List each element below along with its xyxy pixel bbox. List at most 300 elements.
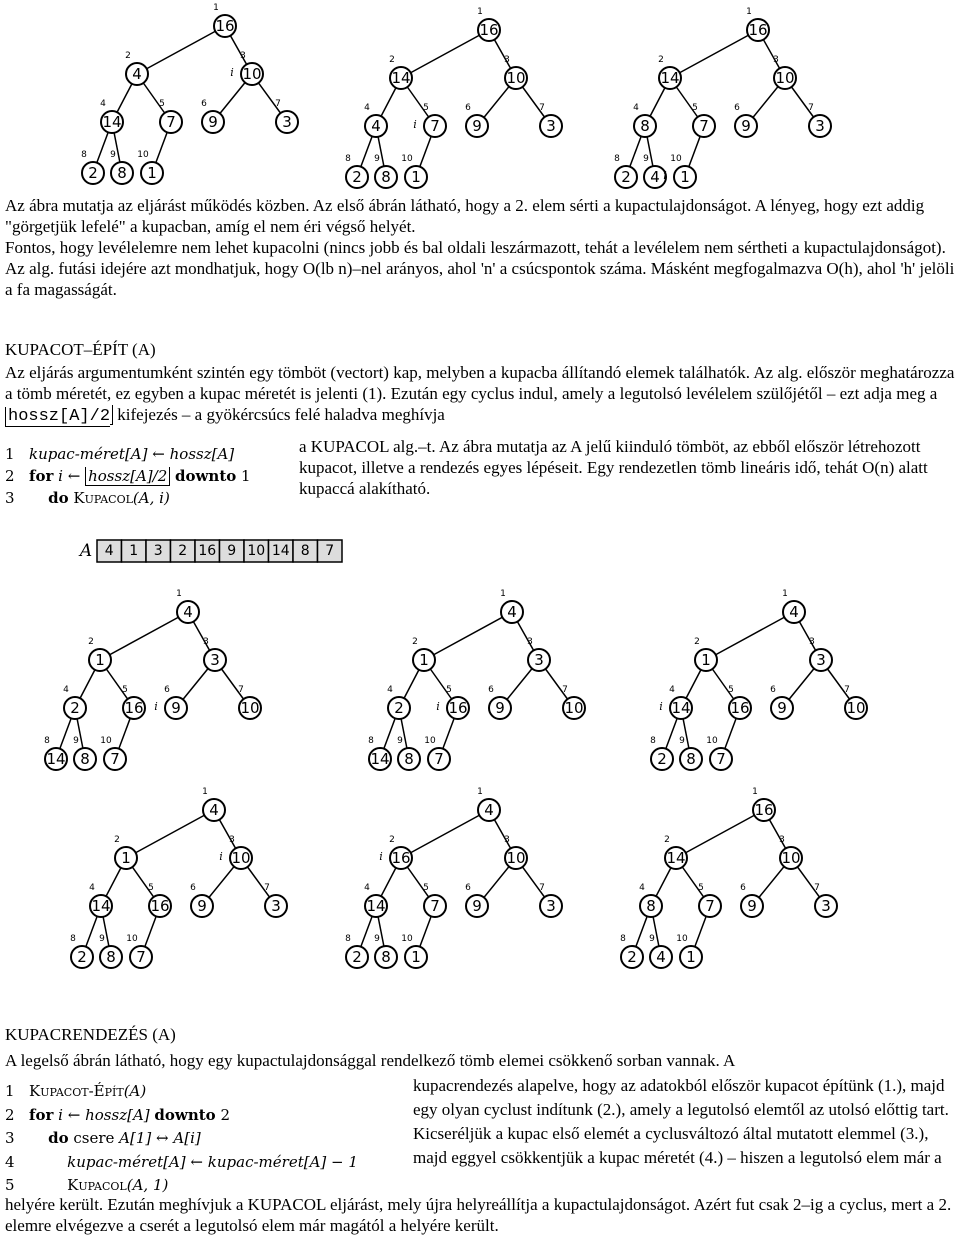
heap-node <box>122 685 145 719</box>
node-index: 1 <box>500 589 506 599</box>
node-value: 3 <box>815 117 825 135</box>
heap-node <box>734 103 757 137</box>
node-index: 3 <box>504 55 510 65</box>
heap-node <box>81 150 104 184</box>
node-index: 7 <box>238 685 244 695</box>
heap-node <box>99 934 122 968</box>
node-index: 1 <box>202 787 208 797</box>
heap-node <box>364 103 387 137</box>
tree-edge <box>100 612 188 660</box>
node-index: 5 <box>122 685 128 695</box>
node-value: 4 <box>183 603 193 621</box>
code-line: 3 do csere A[1] ↔ A[i] <box>5 1129 201 1147</box>
build-heap-tree-1 <box>44 589 261 770</box>
node-index: 3 <box>504 835 510 845</box>
node-index: 5 <box>423 103 429 113</box>
node-index: 8 <box>368 736 374 746</box>
node-index: 3 <box>240 51 246 61</box>
loop-index-marker: i <box>663 169 667 182</box>
heap-node <box>125 51 148 85</box>
node-value: 9 <box>208 113 218 131</box>
node-index: 10 <box>706 736 718 746</box>
heap-node <box>740 883 763 917</box>
tree-edge <box>670 30 758 78</box>
heap-node <box>436 685 469 719</box>
heap-node <box>379 835 412 869</box>
node-index: 8 <box>345 154 351 164</box>
loop-index-marker: i <box>413 118 417 131</box>
node-value: 9 <box>777 699 787 717</box>
heap-node <box>389 55 412 89</box>
heap-node <box>679 736 702 770</box>
node-index: 3 <box>809 637 815 647</box>
heading-build-heap: KUPACOT–ÉPÍT (A) <box>5 340 156 359</box>
node-value: 8 <box>404 750 414 768</box>
heap-node <box>364 883 387 917</box>
node-value: 8 <box>381 948 391 966</box>
node-index: 2 <box>389 835 395 845</box>
heap-node <box>620 934 643 968</box>
node-index: 1 <box>477 787 483 797</box>
node-value: 14 <box>366 897 386 915</box>
heap-node <box>154 685 187 719</box>
node-index: 8 <box>650 736 656 746</box>
tree-edge <box>424 612 512 660</box>
heap-node <box>219 835 252 869</box>
code-line: 3 do Kupacol(A, i) <box>5 489 170 507</box>
node-value: 9 <box>197 897 207 915</box>
heap-node <box>539 103 562 137</box>
heap-node <box>264 883 287 917</box>
pseudocode-heapsort <box>5 1080 358 1198</box>
heap-node <box>746 7 769 41</box>
node-index: 2 <box>125 51 131 61</box>
node-index: 7 <box>264 883 270 893</box>
code-line: 2 for i ← hossz[A] downto 2 <box>5 1105 230 1124</box>
heap-node <box>73 736 96 770</box>
paragraph-heapsort-b: kupacrendezés alapelve, hogy az adatokból először kupacot építünk (1.), majd egy olyan cyclust indítunk (2.), amely a legutolsó elemtől az utolsó előttig tart. Kicseréljük a kupac első elemét a cyclusváltozó által mutatott elemmel (3.), majd eggyel csökkentjük a kupac méretét (4.) – hiszen a legutolsó elem már a <box>413 1076 949 1167</box>
node-value: 10 <box>242 65 262 83</box>
node-value: 1 <box>95 651 105 669</box>
heap-node <box>465 883 488 917</box>
node-value: 7 <box>430 117 440 135</box>
node-value: 2 <box>627 948 637 966</box>
pseudocode-build-heap <box>5 443 251 509</box>
node-index: 6 <box>164 685 170 695</box>
node-index: 3 <box>773 55 779 65</box>
heap-node <box>203 637 226 671</box>
node-index: 2 <box>114 835 120 845</box>
heap-node <box>230 51 263 85</box>
loop-index-marker: i <box>154 700 158 713</box>
heap-node <box>413 103 446 137</box>
node-index: 4 <box>89 883 95 893</box>
node-value: 2 <box>77 948 87 966</box>
node-index: 4 <box>387 685 393 695</box>
node-index: 9 <box>374 934 380 944</box>
node-value: 1 <box>411 168 421 186</box>
heap-node <box>698 883 721 917</box>
build-heap-tree-5 <box>345 787 562 968</box>
node-value: 3 <box>210 651 220 669</box>
heap-node <box>202 787 225 821</box>
loop-index-marker: i <box>436 700 440 713</box>
node-value: 16 <box>754 801 774 819</box>
node-value: 9 <box>495 699 505 717</box>
code-line: 2 for i ← hossz[A]/2 downto 1 <box>5 467 251 485</box>
heap-node <box>779 835 802 869</box>
node-value: 1 <box>701 651 711 669</box>
node-index: 7 <box>539 103 545 113</box>
node-value: 2 <box>352 948 362 966</box>
heap-node <box>44 736 67 770</box>
node-value: 16 <box>448 699 468 717</box>
heap-node <box>345 934 368 968</box>
node-value: 3 <box>282 113 292 131</box>
node-value: 9 <box>472 117 482 135</box>
tree-edge <box>401 30 489 78</box>
node-index: 2 <box>664 835 670 845</box>
heap-node <box>649 934 672 968</box>
heap-node <box>477 7 500 41</box>
heap-node <box>275 99 298 133</box>
node-value: 16 <box>124 699 144 717</box>
node-value: 4 <box>650 168 660 186</box>
node-index: 5 <box>423 883 429 893</box>
node-index: 9 <box>649 934 655 944</box>
node-index: 5 <box>446 685 452 695</box>
node-value: 2 <box>394 699 404 717</box>
heap-node <box>213 3 236 37</box>
node-value: 8 <box>640 117 650 135</box>
heap-node <box>782 589 805 623</box>
node-value: 10 <box>846 699 866 717</box>
node-index: 10 <box>424 736 436 746</box>
heap-node <box>650 736 673 770</box>
node-index: 6 <box>770 685 776 695</box>
node-value: 9 <box>171 699 181 717</box>
heap-node <box>201 99 224 133</box>
node-index: 6 <box>734 103 740 113</box>
build-heap-tree-2 <box>368 589 585 770</box>
heap-node <box>374 154 397 188</box>
array-cell-value: 4 <box>104 543 114 559</box>
node-value: 4 <box>789 603 799 621</box>
paragraph-build-heap-a: Az eljárás argumentumként szintén egy tömböt (vectort) kap, melyben a kupacba állítandó elemek találhatók. Az alg. először meghatározza a tömb méretét, ez egyben a kupac méretét is jelenti (1). Ezután egy cyclus indul, amely a legutolsó levélelem szülőjétől – ezt adja meg a hossz[A]/2 kifejezés – a gyökércsúcs felé haladva meghívja <box>5 363 955 426</box>
heap-node <box>387 685 410 719</box>
node-value: 16 <box>215 17 235 35</box>
tree-edge <box>676 810 764 858</box>
node-index: 8 <box>70 934 76 944</box>
node-index: 2 <box>389 55 395 65</box>
code-line: 1 Kupacot-Épít(A) <box>5 1082 147 1100</box>
node-value: 7 <box>430 897 440 915</box>
node-value: 4 <box>656 948 666 966</box>
node-index: 5 <box>159 99 165 109</box>
node-value: 10 <box>506 69 526 87</box>
node-index: 1 <box>477 7 483 17</box>
node-value: 16 <box>730 699 750 717</box>
tree-edge <box>126 810 214 858</box>
code-line: 5 Kupacol(A, 1) <box>5 1176 169 1194</box>
node-index: 2 <box>658 55 664 65</box>
node-index: 4 <box>63 685 69 695</box>
build-heap-tree-3 <box>650 589 867 770</box>
array-cell-value: 8 <box>300 543 310 559</box>
heap-node <box>110 150 133 184</box>
heap-node <box>728 685 751 719</box>
node-value: 7 <box>166 113 176 131</box>
build-heap-tree-4 <box>70 787 287 968</box>
node-value: 3 <box>546 897 556 915</box>
node-value: 1 <box>419 651 429 669</box>
heap-node <box>658 55 681 89</box>
node-value: 8 <box>106 948 116 966</box>
node-index: 6 <box>201 99 207 109</box>
heap-node <box>63 685 86 719</box>
node-index: 10 <box>100 736 112 746</box>
node-index: 10 <box>670 154 682 164</box>
heap-node <box>477 787 500 821</box>
node-index: 8 <box>44 736 50 746</box>
heading-heapsort: KUPACRENDEZÉS (A) <box>5 1025 176 1044</box>
heap-node <box>345 154 368 188</box>
tree-edge <box>137 26 225 74</box>
paragraph-heapsort-a: A legelső ábrán látható, hogy egy kupactulajdonsággal rendelkező tömb elemei csökkenő sorban vannak. A <box>5 1051 736 1070</box>
node-index: 4 <box>364 883 370 893</box>
heap-node <box>808 103 831 137</box>
node-value: 14 <box>391 69 411 87</box>
heap-node <box>562 685 585 719</box>
heap-node <box>639 883 662 917</box>
node-value: 9 <box>472 897 482 915</box>
node-index: 8 <box>614 154 620 164</box>
node-index: 5 <box>728 685 734 695</box>
node-index: 1 <box>176 589 182 599</box>
heap-node <box>238 685 261 719</box>
node-index: 7 <box>539 883 545 893</box>
heap-node <box>70 934 93 968</box>
heap-node <box>148 883 171 917</box>
node-index: 4 <box>364 103 370 113</box>
array-cell-value: 3 <box>153 543 163 559</box>
heap-node <box>423 883 446 917</box>
heap-node <box>773 55 796 89</box>
node-value: 7 <box>136 948 146 966</box>
paragraph-heapify-complexity: Fontos, hogy levélelemre nem lehet kupacolni (nincs jobb és bal oldali leszármazott, tehát a levélelem nem sértheti a kupactulajdonságot). Az alg. futási idejére azt mondhatjuk, hogy O(lb n)–nel arányos, ahol 'n' a csúcspontok száma. Másként megfogalmazva O(h), ahol 'h' jelöli a fa magasságát. <box>5 238 955 299</box>
node-value: 16 <box>479 21 499 39</box>
node-value: 4 <box>507 603 517 621</box>
node-value: 10 <box>231 849 251 867</box>
paragraph-heapify-intro: Az ábra mutatja az eljárást működés közben. Az első ábrán látható, hogy a 2. elem sérti a kupactulajdonságot. A lényeg, hogy ezt addig "görgetjük lefelé" a kupacban, amíg el nem éri végső helyét. <box>5 196 925 236</box>
node-index: 1 <box>746 7 752 17</box>
node-index: 4 <box>639 883 645 893</box>
heap-node <box>844 685 867 719</box>
node-value: 1 <box>411 948 421 966</box>
heap-node <box>659 685 692 719</box>
heap-node <box>814 883 837 917</box>
node-index: 5 <box>692 103 698 113</box>
node-index: 9 <box>643 154 649 164</box>
node-index: 9 <box>73 736 79 746</box>
node-value: 2 <box>352 168 362 186</box>
node-value: 7 <box>699 117 709 135</box>
array-cell-value: 10 <box>247 543 266 559</box>
node-value: 8 <box>381 168 391 186</box>
heap-node <box>88 637 111 671</box>
node-index: 10 <box>676 934 688 944</box>
heap-node <box>465 103 488 137</box>
input-array <box>78 540 342 562</box>
build-heap-tree-6 <box>620 787 837 968</box>
heap-node <box>374 934 397 968</box>
node-value: 2 <box>621 168 631 186</box>
heap-node <box>368 736 391 770</box>
node-value: 7 <box>705 897 715 915</box>
array-label: A <box>79 541 93 561</box>
node-value: 14 <box>91 897 111 915</box>
node-index: 6 <box>488 685 494 695</box>
heap-node <box>190 883 213 917</box>
node-value: 9 <box>741 117 751 135</box>
node-index: 10 <box>137 150 149 160</box>
node-index: 10 <box>401 934 413 944</box>
node-value: 3 <box>271 897 281 915</box>
heap-node <box>114 835 137 869</box>
node-index: 6 <box>190 883 196 893</box>
node-index: 6 <box>465 883 471 893</box>
heap-node <box>89 883 112 917</box>
node-value: 9 <box>747 897 757 915</box>
node-value: 4 <box>132 65 142 83</box>
node-index: 7 <box>562 685 568 695</box>
code-line: 1 kupac-méret[A] ← hossz[A] <box>5 445 235 463</box>
heap-node <box>100 99 123 133</box>
node-index: 8 <box>620 934 626 944</box>
node-value: 14 <box>370 750 390 768</box>
node-value: 2 <box>88 164 98 182</box>
node-value: 1 <box>121 849 131 867</box>
node-value: 16 <box>748 21 768 39</box>
node-value: 14 <box>46 750 66 768</box>
heap-node <box>539 883 562 917</box>
node-value: 2 <box>657 750 667 768</box>
loop-index-marker: i <box>379 850 383 863</box>
node-index: 2 <box>694 637 700 647</box>
node-index: 9 <box>110 150 116 160</box>
node-index: 2 <box>412 637 418 647</box>
node-value: 16 <box>391 849 411 867</box>
node-value: 10 <box>564 699 584 717</box>
paragraph-heapsort-c: helyére került. Ezután meghívjuk a KUPACOL eljárást, mely újra helyreállítja a kupactulajdonságot. Azért fut csak 2–ig a cyclus, mert a 2. elemre elvégezve a cserét a legutolsó elem már magától a helyére került. <box>5 1195 952 1235</box>
node-value: 7 <box>716 750 726 768</box>
tree-edge <box>401 810 489 858</box>
node-index: 8 <box>345 934 351 944</box>
array-cell-value: 1 <box>129 543 139 559</box>
node-index: 5 <box>148 883 154 893</box>
heapify-tree-1 <box>81 3 298 184</box>
node-index: 2 <box>88 637 94 647</box>
node-index: 10 <box>126 934 138 944</box>
heap-node <box>770 685 793 719</box>
node-value: 1 <box>147 164 157 182</box>
node-index: 5 <box>698 883 704 893</box>
node-value: 2 <box>70 699 80 717</box>
node-value: 1 <box>680 168 690 186</box>
node-index: 9 <box>679 736 685 746</box>
loop-index-marker: i <box>659 700 663 713</box>
node-value: 8 <box>686 750 696 768</box>
node-value: 14 <box>102 113 122 131</box>
array-cell-value: 7 <box>325 543 335 559</box>
heap-node <box>664 835 687 869</box>
heap-node <box>614 154 637 188</box>
heap-node <box>488 685 511 719</box>
node-value: 14 <box>660 69 680 87</box>
node-index: 8 <box>81 150 87 160</box>
heap-node <box>412 637 435 671</box>
node-index: 10 <box>401 154 413 164</box>
heap-node <box>633 103 656 137</box>
node-value: 4 <box>209 801 219 819</box>
node-index: 1 <box>213 3 219 13</box>
node-index: 1 <box>752 787 758 797</box>
node-value: 10 <box>775 69 795 87</box>
array-cell-value: 9 <box>227 543 237 559</box>
node-value: 4 <box>484 801 494 819</box>
code-line: 4 kupac-méret[A] ← kupac-méret[A] − 1 <box>5 1152 358 1171</box>
node-value: 7 <box>434 750 444 768</box>
array-cell-value: 16 <box>198 543 217 559</box>
node-index: 4 <box>100 99 106 109</box>
node-value: 10 <box>240 699 260 717</box>
node-index: 7 <box>275 99 281 109</box>
heap-node <box>809 637 832 671</box>
node-index: 3 <box>203 637 209 647</box>
node-value: 3 <box>816 651 826 669</box>
node-value: 3 <box>546 117 556 135</box>
tree-edge <box>706 612 794 660</box>
node-index: 4 <box>633 103 639 113</box>
node-value: 4 <box>371 117 381 135</box>
node-index: 9 <box>374 154 380 164</box>
node-value: 7 <box>110 750 120 768</box>
array-cell-value: 2 <box>178 543 188 559</box>
node-value: 8 <box>117 164 127 182</box>
node-index: 6 <box>740 883 746 893</box>
node-value: 8 <box>80 750 90 768</box>
heap-node <box>397 736 420 770</box>
floor-expression: hossz[A]/2 <box>5 407 110 427</box>
node-index: 9 <box>99 934 105 944</box>
node-index: 7 <box>844 685 850 695</box>
node-value: 16 <box>150 897 170 915</box>
loop-index-marker: i <box>230 66 234 79</box>
heap-node <box>159 99 182 133</box>
array-cell-value: 14 <box>271 543 290 559</box>
node-value: 8 <box>646 897 656 915</box>
node-value: 3 <box>821 897 831 915</box>
node-index: 4 <box>669 685 675 695</box>
heap-node <box>176 589 199 623</box>
node-index: 7 <box>808 103 814 113</box>
node-index: 6 <box>465 103 471 113</box>
node-index: 3 <box>229 835 235 845</box>
heap-node <box>504 835 527 869</box>
heapify-tree-3 <box>614 7 831 188</box>
node-value: 14 <box>671 699 691 717</box>
heapify-tree-2 <box>345 7 562 188</box>
